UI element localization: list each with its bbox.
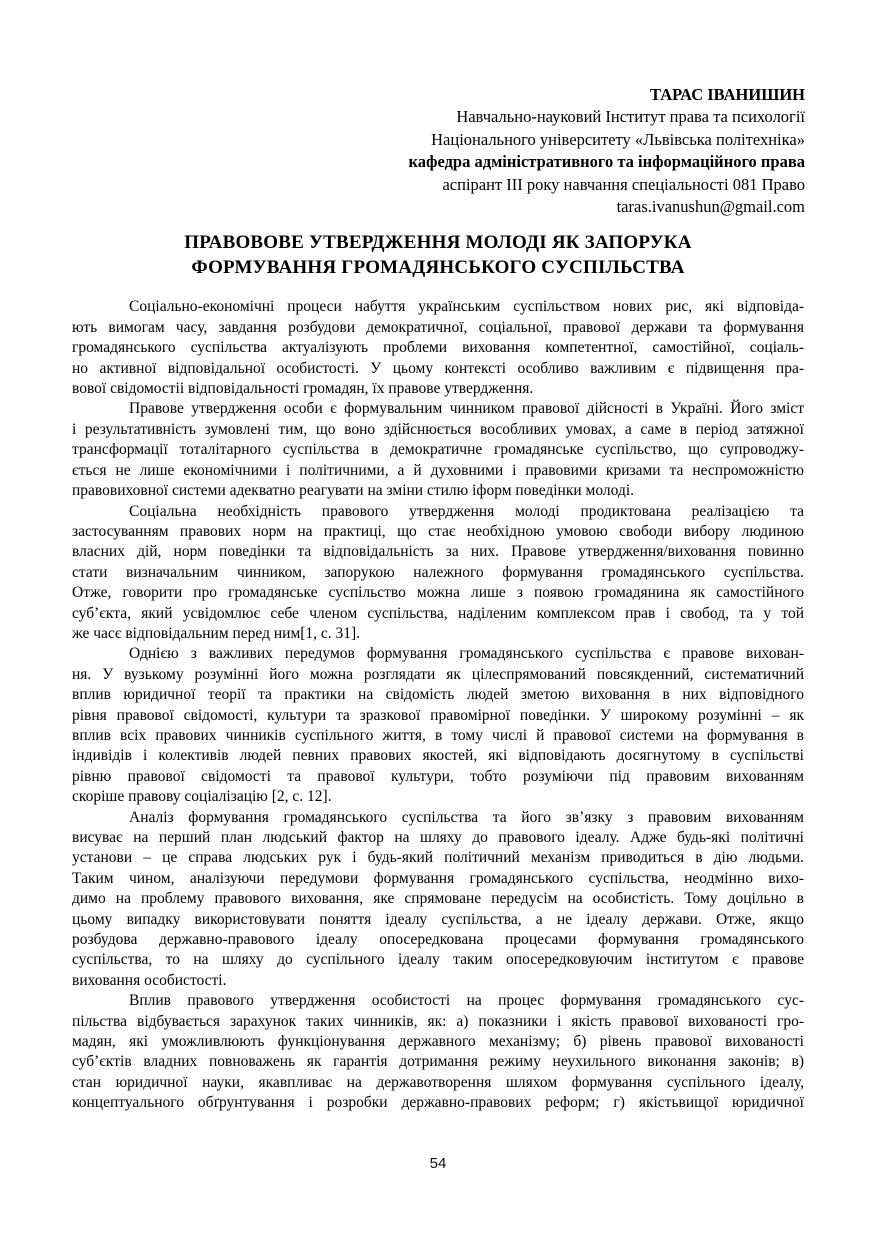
body-line: і результативність зумовлені тим, що воно здійснюється вособливих умовах, а саме в період затяжної [72,420,804,438]
body-line: рівню правової свідомості та правової культури, тобто розуміючи під правовим вихованням [72,767,804,785]
body-line: індивідів і колективів людей певних правових якостей, які відповідають досягнутому в суспільстві [72,747,804,765]
body-line: концептуального обґрунтування і розробки державно-правових реформ; г) якістьвищої юридичної [72,1094,804,1112]
body-line: розбудова державно-правового ідеалу опосередкована процесами формування громадянського [72,931,804,949]
body-line: вплив юридичної теорії та практики на свідомість людей зметою виховання в них відповідного [72,686,804,704]
body-line: но активної відповідальної особистості. У цьому контексті особливо важливим є підвищення пра- [72,359,804,377]
body-line: суб’єкта, який усвідомлює себе членом суспільства, наділеним комплексом прав і свобод, та у той [72,604,804,622]
body-line: установи – це справа людських рук і будь-який політичний механізм приводиться в дію людьми. [72,849,804,867]
position-line: аспірант III року навчання спеціальності 081 Право [442,174,805,194]
body-line: стан юридичної науки, якавпливає на державотворення шляхом формування суспільного ідеалу, [72,1073,804,1091]
body-line: рівня правової свідомості, культури та зразкової правомірної поведінки. У широкому розумінні – як [72,706,804,724]
body-line: Таким чином, аналізуючи передумови формування громадянського суспільства, неодмінно вихо- [72,869,804,887]
article-body [72,297,804,1113]
body-line: пільства відбувається зарахунок таких чинників, як: а) показники і якість правової вихованості гро- [72,1012,804,1030]
body-line: ється не лише економічними і політичними, а й духовними і правовими кризами та неспроможністю [72,461,804,479]
paragraph-6 [72,991,804,1113]
body-line: Правове утвердження особи є формувальним чинником правової дійсності в Україні. Його зміст [129,400,804,418]
body-line: громадянського суспільства актуалізують проблеми виховання компетентної, самостійної, соціаль- [72,339,804,357]
body-line: суб’єктів владних повноважень як гарантія дотримання режиму неухильного виконання законів; в) [72,1053,804,1071]
paragraph-3 [72,502,804,645]
body-line: Соціальна необхідність правового утвердження молоді продиктована реалізацією та [129,502,804,520]
body-line: Аналіз формування громадянського суспільства та його зв’язку з правовим вихованням [129,808,804,826]
author-block [0,0,805,218]
affiliation-line-2: Національного університету «Львівська політехніка» [431,129,805,149]
paragraph-1 [72,297,804,399]
body-line: же часє відповідальним перед ним[1, с. 31]. [72,624,361,642]
body-line: ють вимогам часу, завдання розбудови демократичної, соціальної, правової держави та формування [72,318,804,336]
body-line: скоріше правову соціалізацію [2, с. 12]. [72,788,332,806]
body-line: ня. У вузькому розумінні його можна розглядати як цілеспрямований повсякденний, систематичний [72,665,804,683]
body-line: Вплив правового утвердження особистості на процес формування громадянського сус- [129,992,804,1010]
body-line: Отже, говорити про громадянське суспільство можна лише з появою громадянина як самостійного [72,584,804,602]
body-line: суспільства, то на шляху до суспільного ідеалу таким опосередковуючим інститутом є правове [72,951,804,969]
author-email: taras.ivanushun@gmail.com [616,197,805,217]
body-line: цьому випадку використовувати поняття ідеалу суспільства, а не ідеалу держави. Отже, якщо [72,910,804,928]
article-title-line-2: ФОРМУВАННЯ ГРОМАДЯНСЬКОГО СУСПІЛЬСТВА [191,257,685,279]
body-line: вової свідомостіі відповідальності громадян, їх правове утвердження. [72,380,534,398]
body-line: вплив всіх правових чинників суспільного життя, в тому числі й правової системи на формування в [72,726,804,744]
body-line: правовиховної системи адекватно реагувати на зміни стилю іформ поведінки молоді. [72,482,635,500]
body-line: димо на проблему правового виховання, яке спрямоване передусім на особистість. Тому доцільно в [72,890,804,908]
author-name: ТАРАС ІВАНИШИН [650,85,805,104]
body-line: Однією з важливих передумов формування громадянського суспільства є правове вихован- [129,645,804,663]
article-title [60,230,816,280]
affiliation-line-1: Навчально-науковий Інститут права та психології [456,107,805,127]
body-line: трансформації тоталітарного суспільства в демократичне громадянське суспільство, що супроводжу- [72,441,804,459]
body-line: власних дій, норм поведінки та відповідальність за них. Правове утвердження/виховання повинно [72,543,804,561]
body-line: стати визначальним чинником, запорукою належного формування громадянського суспільства. [72,563,804,581]
body-line: виховання особистості. [72,971,227,989]
paragraph-5 [72,808,804,992]
body-line: мадян, які уможливлюють функціонування державного механізму; б) рівень правової вихованості [72,1033,804,1051]
paragraph-4 [72,644,804,807]
body-line: висуває на перший план людський фактор на шляху до правового ідеалу. Адже будь-які політичні [72,829,804,846]
paragraph-2 [72,399,804,501]
body-line: застосуванням правових норм на практиці, що стає необхідною умовою свободи вибору людиною [72,522,804,540]
department-line: кафедра адміністративного та інформаційного права [408,152,805,172]
body-line: Соціально-економічні процеси набуття українським суспільством нових рис, які відповіда- [129,298,804,316]
article-title-line-1: ПРАВОВОВЕ УТВЕРДЖЕННЯ МОЛОДІ ЯК ЗАПОРУКА [184,232,692,254]
page-number: 54 [429,1155,447,1172]
